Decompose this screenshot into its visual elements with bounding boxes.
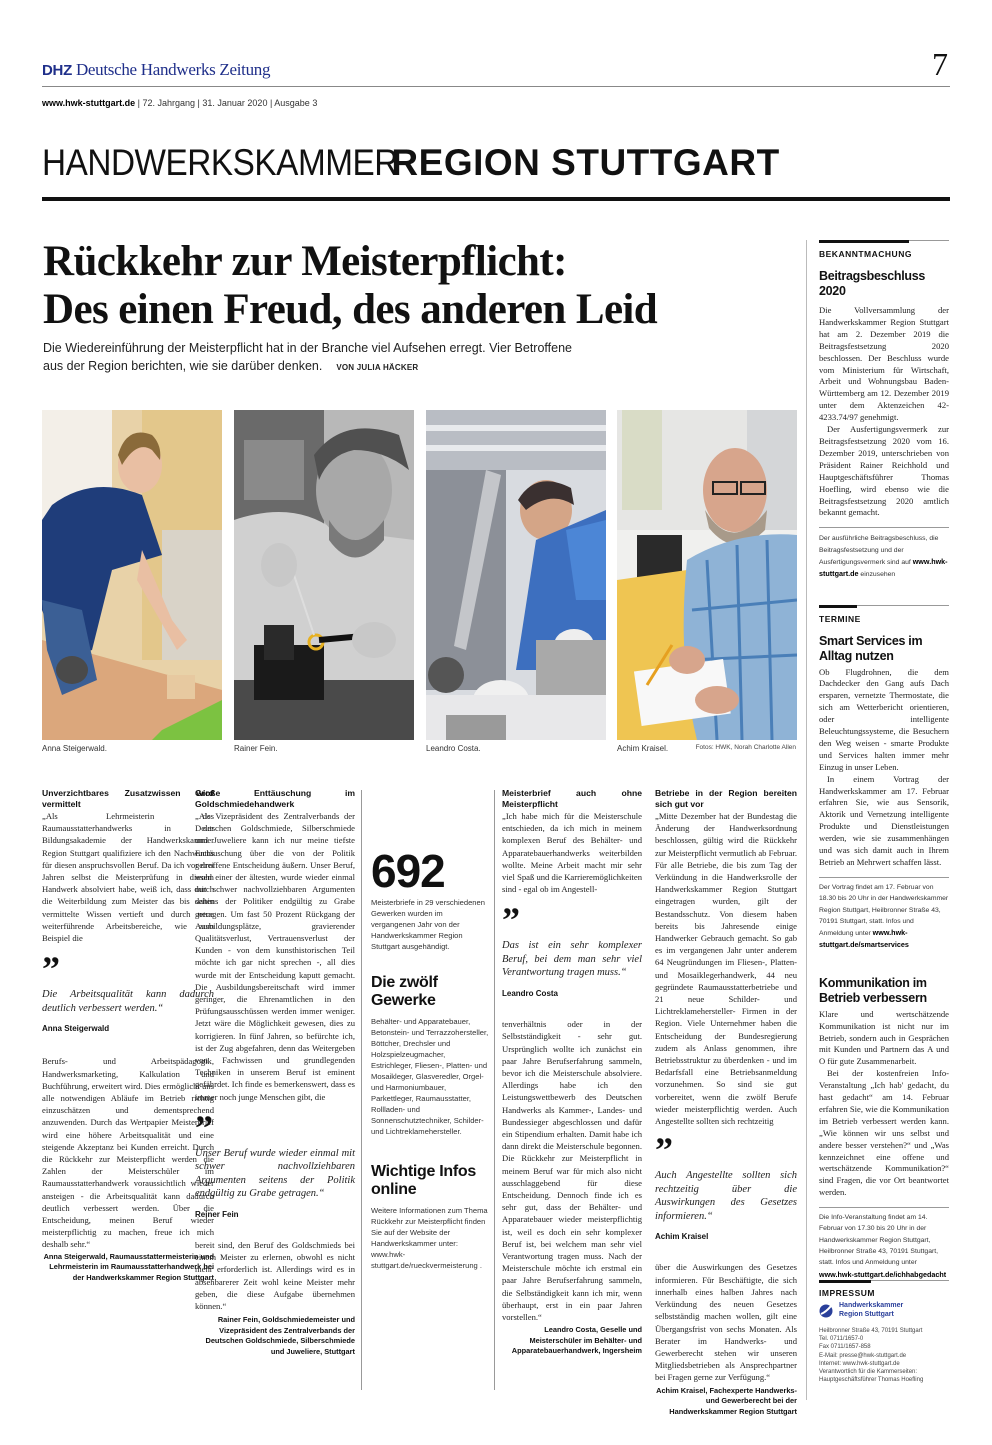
column-1-heading: Unverzichtbares Zusatzwissen wird vermittelt [42, 788, 214, 809]
termine-label: TERMINE [819, 613, 861, 624]
infobox-number: 692 [371, 845, 445, 897]
infobox-number-text: Meisterbriefe in 29 verschiedenen Gewerken wurden im vergangenen Jahr von der Handwerkskammer Region Stuttgart ausgehändigt. [371, 898, 485, 951]
column-3-signature: Leandro Costa, Geselle und Meisterschüler im Behälter- und Apparatebauerhandwerk, Ingersheim [511, 1325, 642, 1356]
photo-caption-4: Achim Kraisel. [617, 744, 669, 753]
column-divider [361, 790, 362, 1390]
quote-mark-icon: ” [502, 900, 520, 941]
bekanntmachung-note [819, 533, 949, 580]
column-1-text-a: „Als Lehrmeisterin des Raumausstatterhandwerks in der Bildungsakademie der Handwerkskammer Region Stuttgart qualifiziere ich den Nachwuchs für diesen anspruchsvollen Beruf. Da ich vor drei Jahren selbst die Meisterprüfung in diesem Handwerk absolviert habe, weiß ich, dass durch die Weiterbildung zum Meister das bis dahin vermittelte Wissen vertieft und durch neue weiterführende Arbeitsbereiche, wie zum Beispiel die [42, 811, 214, 944]
photo-caption-2: Rainer Fein. [234, 744, 278, 753]
impressum-line: Internet: www.hwk-stuttgart.de [819, 1360, 900, 1367]
article-deck [43, 339, 603, 377]
column-1-quote-name: Anna Steigerwald [42, 1024, 110, 1034]
issue-info: | 72. Jahrgang | 31. Januar 2020 | Ausgabe 3 [135, 98, 318, 108]
impressum-line: Hauptgeschäftsführer Thomas Hoefling [819, 1377, 924, 1384]
column-2-quote-name: Reiner Fein [195, 1209, 239, 1219]
dhz-logo: DHZ [42, 62, 72, 79]
photo-caption-1: Anna Steigerwald. [42, 744, 107, 753]
online-text: Weitere Informationen zum Thema Rückkehr zur Meisterpflicht finden Sie auf der Website der Handwerkskammer unter: www.hwk-stuttgart.de/rueckvermeisterung . [371, 1206, 488, 1270]
impressum-label: IMPRESSUM [819, 1288, 875, 1298]
masthead [42, 60, 270, 80]
impressum-line: Fax 0711/1657-858 [819, 1344, 871, 1351]
section-title-bold: REGION STUTTGART [391, 142, 780, 183]
byline: VON JULIA HÄCKER [336, 363, 419, 372]
trades-text: Behälter- und Apparatebauer, Betonstein- und Terrazzohersteller, Böttcher, Drechsler und Holzspielzeugmacher, Estrichleger, Fliesen-, Platten- und Mosaikleger, Glasveredler, Orgel- und Harmoniumbauer, Parkettleger, Raumausstatter, Rollladen- und Sonnenschutztechniker, Schilder- und Lichtreklamehersteller. [371, 1017, 489, 1136]
newspaper-title: Deutsche Handwerks Zeitung [75, 60, 271, 79]
column-1-pull-quote: Die Arbeitsqualität kann dadurch deutlich verbessert werden.“ [42, 989, 214, 1014]
hwk-logo-icon [819, 1304, 833, 1318]
hwk-logo [819, 1302, 949, 1319]
termine-heading: Smart Services im Alltag nutzen [819, 633, 923, 663]
divider [819, 877, 949, 878]
kommunikation-p2: Bei der kostenfreien Info-Veranstaltung „Ich hab' gedacht, du hast gedacht“ am 14. Februar erfahren Sie, wie die Kommunikation im Betrieb verbessert werden kann. „Wie können wir uns selbst und andere besser verstehen?“ und „Was kennzeichnet eine offene und wertschätzende Kommunikation?“ sind Fragen, die vor Ort beantwortet werden. [819, 1068, 949, 1198]
article-column-4 [655, 788, 797, 1417]
hwk-logo-line-2: Region Stuttgart [839, 1310, 894, 1318]
bekanntmachung-heading: Beitragsbeschluss 2020 [819, 269, 926, 298]
column-4-pull-quote: Auch Angestellte sollten sich rechtzeitig über die Auswirkungen des Gesetzes informieren.“ [655, 1170, 797, 1222]
column-3-text-a: „Ich habe mich für die Meisterschule entschieden, da ich mich in meinem komplexen Beruf des Behälter- und Apparatebauerhandwerks weiterbilden wollte. Meine Arbeit macht mir sehr viel Spaß und die Karrieremöglichkeiten sind - egal ob im Angestell- [502, 811, 642, 895]
bekanntmachung-note-end: einzusehen [858, 571, 896, 579]
column-2-heading: Große Enttäuschung im Goldschmiedehandwerk [195, 788, 355, 809]
website-link[interactable]: www.hwk-stuttgart.de [42, 98, 136, 108]
column-4-quote-name: Achim Kraisel [655, 1232, 709, 1242]
termine-p2: In einem Vortrag der Handwerkskammer am 17. Februar erfahren Sie, wie aus Sensorik, Aktorik und Vernetzung intelligente Produkte und Dienstleistungen werden, wie sie zusammenhängen und was sich damit auch in Ihrem Betrieb an Mehrwert schaffen lässt. [819, 773, 949, 867]
sidebar-rule [819, 240, 949, 243]
headline-line-1: Rückkehr zur Meisterpflicht: [43, 238, 567, 285]
kommunikation-p1: Klare und wertschätzende Kommunikation ist nicht nur im Betrieb, sondern auch in Gesprächen mit Kunden und Partnern das A und O für gute Zusammenarbeit. [819, 1008, 949, 1067]
column-4-text-b: über die Auswirkungen des Gesetzes informieren. Für Beschäftigte, die sich innerhalb eines halben Jahres nach Verkündung des neuen Gesetzes selbstständig machen wollen, gilt eine Übergangsfrist von sechs Monaten. Als Berater im Handwerks- und Gewerberecht stehen wir unseren Mitgliedsbetrieben als Ansprechpartner bei Fragen gerne zur Verfügung.“ [655, 1262, 797, 1383]
impressum-line: E-Mail: presse@hwk-stuttgart.de [819, 1352, 907, 1359]
bekanntmachung-link[interactable]: www.hwk-stuttgart.de [819, 556, 948, 579]
column-3-heading: Meisterbrief auch ohne Meisterpflicht [502, 788, 642, 809]
deck-line-1: Die Wiedereinführung der Meisterpflicht hat in der Branche viel Aufsehen erregt. Vier Betroffene [43, 341, 572, 355]
column-4-signature: Achim Kraisel, Fachexperte Handwerks- und Gewerberecht bei der Handwerkskammer Region Stuttgart [656, 1385, 797, 1416]
article-column-2 [195, 788, 355, 1357]
termine-note [819, 882, 949, 952]
column-3-quote-name: Leandro Costa [502, 988, 559, 998]
column-2-pull-quote: Unser Beruf wurde wieder einmal mit schwer nachvollziehbaren Argumenten seitens der Politik endgültig zu Grabe getragen.“ [195, 1147, 355, 1200]
section-title-light: HANDWERKSKAMMER [42, 142, 398, 183]
quote-mark-icon: ” [655, 1130, 673, 1171]
bekanntmachung-p2: Der Ausfertigungsvermerk zur Beitragsfestsetzung 2020 vom 16. Dezember 2019, unterschrieben von Präsident Rainer Reichhold und Hauptgeschäftsführer Thomas Hoefling, wird ebenso wie die Beitragsfestsetzung 2020 amtlich bekannt gemacht. [819, 424, 949, 518]
column-1-signature: Anna Steigerwald, Raumausstattermeisterin und Lehrmeisterin im Raumausstatterhandwerk bei der Handwerkskammer Region Stuttgart [43, 1251, 214, 1282]
column-1-text-b: Berufs- und Arbeitspädagogik, Handwerksmarketing, Kalkulation und Buchführung, erweitert wird. Dies ermöglicht uns alle notwendigen Abläufe im Betrieb richtig einzuschätzen und dementsprechend anzuwenden. Durch das Wertpapier Meisterbrief wird eine höhere Arbeitsqualität und eine steigende Akzeptanz bei Kunden erreicht. Durch die Rückkehr zur Meisterpflicht werden die Zahlen der Meisterschüler im Raumausstatterhandwerk voraussichtlich wieder ansteigen - die Arbeitsqualität kann dadurch deutlich verbessert werden. Über die Entscheidung, meinen Beruf wieder meisterpflichtig zu machen, freue ich mich deshalb sehr.“ [42, 1056, 214, 1250]
column-2-text-b: bereit sind, den Beruf des Goldschmieds bei einem Meister zu erlernen, obwohl es nicht mehr erforderlich ist. Allerdings wird es in absehbarerer Zeit wohl keine Meister mehr geben, die diese Aufgabe übernehmen können.“ [195, 1240, 355, 1312]
kommunikation-note-text: Die Info-Veranstaltung findet am 14. Februar von 17.30 bis 20 Uhr in der Handwerkskammer Region Stuttgart, Heilbronner Straße 43, 70191 Stuttgart, statt. Infos und Anmeldung unter [819, 1214, 939, 1267]
photo-credit: Fotos: HWK, Norah Charlotte Allen [695, 744, 796, 751]
infobox [371, 845, 489, 1271]
divider [819, 1207, 949, 1208]
column-2-text-a: „Als Vizepräsident des Zentralverbands der Deutschen Goldschmiede, Silberschmiede und Juweliere kann ich nur meine tiefste Enttäuschung über die von der Politik getroffene Entscheidung äußern. Unser Beruf, wohl einer der ältesten, wurde wieder einmal mit schwer nachvollziehbaren Argumenten seitens der Politiker endgültig zu Grabe getragen. Um fast 50 Prozent Rückgang der Ausbildungsplätze, gravierender Qualitätsverlust, Vertrauensverlust der Kunden - von dem kunsthistorischen Teil möchte ich gar nicht sprechen -, all dies wurde mit der Entscheidung kaputt gemacht. Die Ausbildungsbereitschaft wird immer geringer, die Ehrenamtlichen in den Prüfungsausschüssen werden immer weniger. Jetzt wäre die Möglichkeit gewesen, dies zu korrigieren. In fünf Jahren, so befürchte ich, ist der Zug abgefahren, denn das Weitergeben von Fachwissen und grundlegenden Techniken in unserem Beruf ist eminent gefährdet. Ich finde es bemerkenswert, dass es immer noch junge Menschen gibt, die [195, 811, 355, 1102]
quote-mark-icon: ” [42, 949, 60, 990]
section-divider [42, 197, 950, 201]
termine-link[interactable]: www.hwk-stuttgart.de/smartservices [819, 928, 909, 950]
article-headline [43, 238, 803, 334]
bekanntmachung-p1: Die Vollversammlung der Handwerkskammer Region Stuttgart hat am 2. Dezember 2019 die Beitragsfestsetzung 2020 beschlossen. Der Beschluss wurde vom Ministerium für Wirtschaft, Arbeit und Wohnungsbau Baden-Württemberg am 12. Dezember 2019 unter dem Aktenzeichen 42-4233.74/97 genehmigt. [819, 305, 949, 423]
column-4-text-a: „Mitte Dezember hat der Bundestag die Änderung der Handwerksordnung beschlossen, gültig wird die Rückkehr zur Meisterpflicht vermutlich ab Februar. Für alle Betriebe, die bis zum Tag der Verkündung in die Handwerksrolle der Handwerkskammer Region Stuttgart eingetragen wurden, gilt der Bestandsschutz. Von diesem haben bereits bis Jahresende einige Handwerker Gebrauch gemacht. So gab es im vergangenen Jahr unter anderem 64 Neugründungen im Fliesen-, Platten- und Mosaiklegerhandwerk, 44 neu gegründete Raumausstatterbetriebe und 21 neue Schilder- und Lichtreklamehersteller- Firmen in der Region. Viele Unternehmer haben die Entscheidung der Bundesregierung zudem als Anlass genommen, ihre Betriebsstruktur zu überdenken - und im Bedarfsfall eine Betriebsanmeldung vorzunehmen. So sind sie gut vorbereitet, wenn die zwölf Berufe wieder meisterpflichtig werden. Auch Angestellte sollten sich rechtzeitig [655, 811, 797, 1127]
column-3-text-b: tenverhältnis oder in der Selbstständigkeit - sehr gut. Ursprünglich wollte ich zunächst ein paar Jahre Berufserfahrung sammeln, bevor ich die Meisterschule absolviere. Allerdings habe ich den Leistungswettbewerb des Deutschen Handwerks als Kammer-, Landes- und Bundessieger abgeschlossen und dafür ein Stipendium erhalten. Damit habe ich dann direkt die Meisterschule begonnen. Die Rückkehr zur Meisterpflicht in meinem Beruf war für mich also nicht ausschlaggebend für diese Entscheidung. Dennoch finde ich es sehr gut, dass der Behälter- und Apparatebauer wieder meisterpflichtig ist, weil es doch ein sehr komplexer Beruf ist, bei welchem man sehr viel Verantwortung tragen muss. Nach der Meisterschule möchte ich erstmal ein paar Jahre Berufserfahrung sammeln, die Selbständigkeit kann ich mir, wenn überhaupt, erst in ein paar Jahren vorstellen.“ [502, 1019, 642, 1322]
impressum-line: Verantwortlich für die Kammerseiten: [819, 1369, 918, 1376]
impressum-line: Tel. 0711/1657-0 [819, 1336, 864, 1343]
divider [819, 527, 949, 528]
trades-heading: Die zwölf Gewerke [371, 974, 438, 1009]
deck-line-2: aus der Region berichten, wie sie darüber denken. [43, 359, 323, 373]
photo-leandro-costa [426, 410, 606, 740]
photo-caption-3: Leandro Costa. [426, 744, 481, 753]
section-title [42, 142, 780, 184]
termine-p1: Ob Flugdrohnen, die dem Dachdecker den Gang aufs Dach ersparen, vernetzte Thermostate, die sich am Wetterbericht orientieren, oder intelligente Beleuchtungssysteme, die Besuchern den Weg weisen - smarte Produkte und Services halten immer mehr Einzug in unser Leben. [819, 666, 949, 772]
impressum-details [819, 1327, 949, 1384]
masthead-divider [42, 86, 950, 87]
photo-anna-steigerwald [42, 410, 222, 740]
online-heading: Wichtige Infos online [371, 1163, 476, 1198]
column-divider [494, 790, 495, 1390]
kommunikation-link[interactable]: www.hwk-stuttgart.de/ichhabgedacht [819, 1269, 947, 1279]
sidebar [819, 240, 949, 1281]
impressum [819, 1280, 949, 1384]
sidebar-rule [819, 1280, 949, 1283]
kommunikation-note [819, 1212, 949, 1281]
article-column-3 [502, 788, 642, 1357]
column-2-signature: Rainer Fein, Goldschmiedemeister und Vizepräsident des Zentralverbands der Deutschen Goldschmiede, Silberschmiede und Juweliere, Stuttgart [205, 1315, 355, 1356]
bekanntmachung-note-text: Der ausführliche Beitragsbeschluss, die Beitragsfestsetzung und der Ausfertigungsvermerk sind auf [819, 535, 939, 566]
page-number: 7 [932, 46, 948, 82]
termine-note-text: Der Vortrag findet am 17. Februar von 18.30 bis 20 Uhr in der Handwerkskammer Region Stuttgart, Heilbronner Straße 43, 70191 Stuttgart, statt. Infos und Anmeldung unter [819, 883, 949, 938]
hwk-logo-line-1: Handwerkskammer [839, 1302, 904, 1309]
headline-line-2: Des einen Freud, des anderen Leid [43, 286, 658, 333]
issue-meta [42, 98, 317, 108]
sidebar-divider [806, 240, 807, 1400]
sidebar-rule [819, 605, 949, 608]
bekanntmachung-label: BEKANNTMACHUNG [819, 249, 912, 259]
impressum-line: Heilbronner Straße 43, 70191 Stuttgart [819, 1328, 923, 1334]
quote-mark-icon: ” [195, 1107, 213, 1148]
kommunikation-heading: Kommunikation im Betrieb verbessern [819, 975, 927, 1005]
article-column-1 [42, 788, 214, 1283]
photo-achim-kraisel [617, 410, 797, 740]
column-3-pull-quote: Das ist ein sehr komplexer Beruf, bei dem man sehr viel Verantwortung tragen muss.“ [502, 940, 642, 979]
column-4-heading: Betriebe in der Region bereiten sich gut vor [655, 788, 797, 809]
photo-rainer-fein [234, 410, 414, 740]
